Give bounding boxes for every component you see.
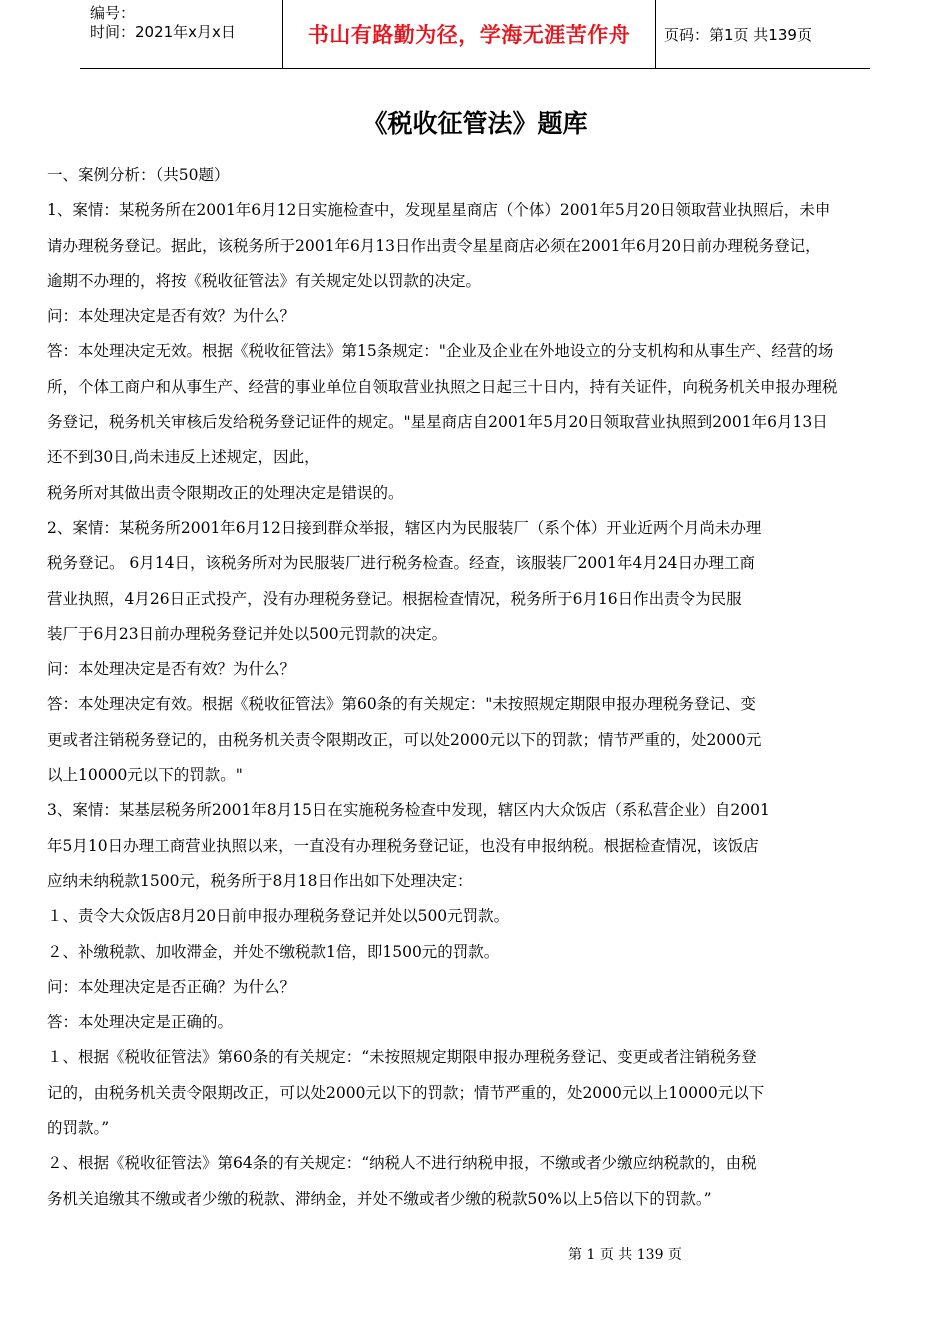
text-line: １、根据《税收征管法》第60条的有关规定：“未按照规定期限申报办理税务登记、变更或者注销税务登 bbox=[47, 1048, 757, 1067]
header-motto: 书山有路勤为径，学海无涯苦作舟 bbox=[282, 0, 656, 68]
text-line: 答：本处理决定无效。根据《税收征管法》第15条规定："企业及企业在外地设立的分支机构和从事生产、经营的场 bbox=[47, 342, 834, 361]
text-line: 营业执照，4月26日正式投产，没有办理税务登记。根据检查情况，税务所于6月16日作出责令为民服 bbox=[47, 589, 742, 608]
text-line: 更或者注销税务登记的，由税务机关责令限期改正，可以处2000元以下的罚款；情节严重的，处2000元 bbox=[47, 730, 762, 749]
text-line: 问：本处理决定是否有效？为什么？ bbox=[47, 307, 296, 326]
text-line: １、责令大众饭店8月20日前申报办理税务登记并处以500元罚款。 bbox=[47, 907, 510, 926]
text-line: 2、案情：某税务所2001年6月12日接到群众举报，辖区内为民服装厂（系个体）开业近两个月尚未办理 bbox=[47, 518, 762, 537]
text-line: 应纳未纳税款1500元，税务所于8月18日作出如下处理决定： bbox=[47, 871, 473, 890]
text-line: 请办理税务登记。据此，该税务所于2001年6月13日作出责令星星商店必须在2001年6月20日前办理税务登记， bbox=[47, 236, 821, 255]
header-meta bbox=[80, 0, 282, 68]
document-time-label: 时间：2021年x月x日 bbox=[90, 23, 236, 41]
text-line: 务登记，税务机关审核后发给税务登记证件的规定。"星星商店自2001年5月20日领取营业执照到2001年6月13日 bbox=[47, 413, 828, 432]
text-line: ２、补缴税款、加收滞金，并处不缴税款1倍，即1500元的罚款。 bbox=[47, 942, 500, 961]
text-line: 务机关追缴其不缴或者少缴的税款、滞纳金，并处不缴或者少缴的税款50%以上5倍以下的罚款。” bbox=[47, 1189, 712, 1208]
text-line: 以上10000元以下的罚款。" bbox=[47, 766, 243, 785]
header-page-info: 页码：第1页 共139页 bbox=[664, 25, 812, 44]
text-line: 记的，由税务机关责令限期改正，可以处2000元以下的罚款；情节严重的，处2000元以上10000元以下 bbox=[47, 1083, 765, 1102]
page-header bbox=[80, 0, 870, 69]
document-title: 《税收征管法》题库 bbox=[362, 109, 588, 138]
text-line: 答：本处理决定是正确的。 bbox=[47, 1013, 234, 1032]
page-footer bbox=[0, 1244, 950, 1264]
footer-page-number: 第 1 页 共 139 页 bbox=[568, 1247, 682, 1263]
text-line: 的罚款。” bbox=[47, 1119, 110, 1138]
text-line: 还不到30日,尚未违反上述规定，因此， bbox=[47, 448, 320, 467]
text-line: 1、案情：某税务所在2001年6月12日实施检查中，发现星星商店（个体）2001年5月20日领取营业执照后，未申 bbox=[47, 201, 831, 220]
text-line: ２、根据《税收征管法》第64条的有关规定：“纳税人不进行纳税申报，不缴或者少缴应纳税款的，由税 bbox=[47, 1154, 757, 1173]
text-line: 逾期不办理的，将按《税收征管法》有关规定处以罚款的决定。 bbox=[47, 271, 482, 290]
document-number-label: 编号： bbox=[90, 4, 136, 22]
text-line: 年5月10日办理工商营业执照以来，一直没有办理税务登记证，也没有申报纳税。根据检查情况，该饭店 bbox=[47, 836, 759, 855]
text-line: 一、案例分析：（共50题） bbox=[47, 166, 230, 184]
text-line: 税务登记。 6月14日，该税务所对为民服装厂进行税务检查。经查，该服装厂2001年4月24日办理工商 bbox=[47, 554, 756, 573]
text-line: 问：本处理决定是否正确？为什么？ bbox=[47, 977, 296, 996]
text-line: 所，个体工商户和从事生产、经营的事业单位自领取营业执照之日起三十日内，持有关证件，向税务机关申报办理税 bbox=[47, 377, 838, 396]
document-body bbox=[47, 158, 909, 1217]
text-line: 问：本处理决定是否有效？为什么？ bbox=[47, 660, 296, 679]
text-line: 答：本处理决定有效。根据《税收征管法》第60条的有关规定："未按照规定期限申报办理税务登记、变 bbox=[47, 695, 756, 714]
text-line: 税务所对其做出责令限期改正的处理决定是错误的。 bbox=[47, 483, 404, 502]
text-line: 3、案情：某基层税务所2001年8月15日在实施税务检查中发现，辖区内大众饭店（系私营企业）自2001 bbox=[47, 801, 770, 820]
text-line: 装厂于6月23日前办理税务登记并处以500元罚款的决定。 bbox=[47, 624, 448, 643]
